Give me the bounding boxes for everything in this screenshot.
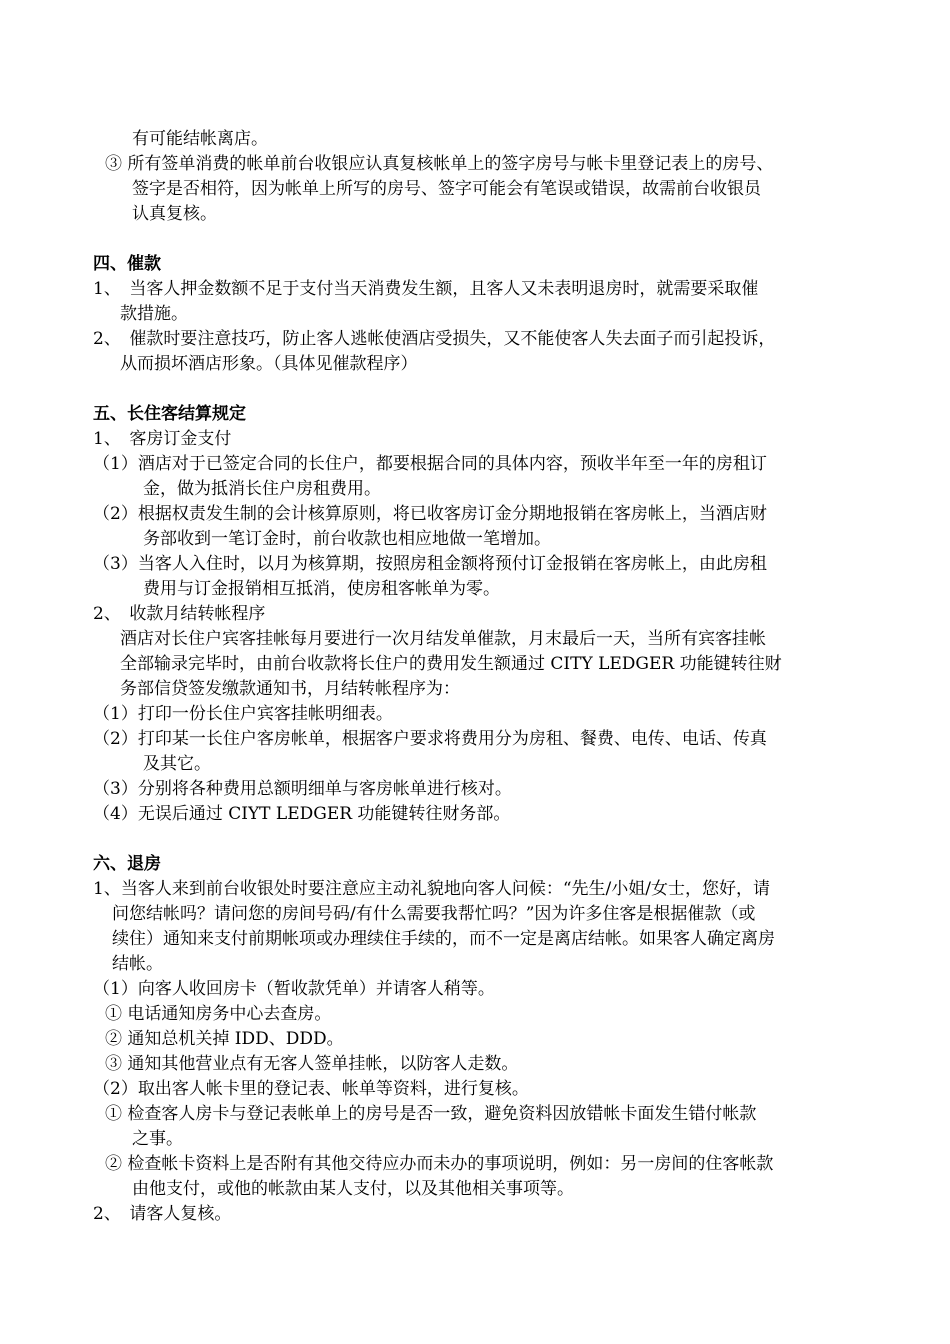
section-heading: 六、退房: [93, 854, 161, 874]
text-line: 务部信贷签发缴款通知书，月结转帐程序为：: [120, 679, 460, 699]
text-line: ① 检查客人房卡与登记表帐单上的房号是否一致，避免资料因放错帐卡面发生错付帐款: [105, 1104, 757, 1124]
text-line: （1）打印一份长住户宾客挂帐明细表。: [93, 704, 393, 724]
text-line: 2、 请客人复核。: [93, 1204, 232, 1224]
text-line: （2）打印某一长住户客房帐单，根据客户要求将费用分为房租、餐费、电传、电话、传真: [93, 729, 767, 749]
text-line: ① 电话通知房务中心去查房。: [105, 1004, 332, 1024]
text-line: 酒店对长住户宾客挂帐每月要进行一次月结发单催款，月末最后一天，当所有宾客挂帐: [120, 629, 766, 649]
text-line: 结帐。: [112, 954, 163, 974]
section-heading: 四、催款: [93, 254, 161, 274]
text-line: ③ 通知其他营业点有无客人签单挂帐，以防客人走数。: [105, 1054, 519, 1074]
text-line: （1）酒店对于已签定合同的长住户，都要根据合同的具体内容，预收半年至一年的房租订: [93, 454, 767, 474]
text-line: 续住）通知来支付前期帐项或办理续住手续的，而不一定是离店结帐。如果客人确定离房: [112, 929, 775, 949]
text-line: 务部收到一笔订金时，前台收款也相应地做一笔增加。: [143, 529, 551, 549]
text-line: 金，做为抵消长住户房租费用。: [143, 479, 381, 499]
text-line: 2、 收款月结转帐程序: [93, 604, 266, 624]
text-line: 费用与订金报销相互抵消，使房租客帐单为零。: [143, 579, 500, 599]
text-line: （3）当客人入住时，以月为核算期，按照房租金额将预付订金报销在客房帐上，由此房租: [93, 554, 767, 574]
text-line: 1、 当客人押金数额不足于支付当天消费发生额，且客人又未表明退房时，就需要采取催: [93, 279, 759, 299]
text-line: ③ 所有签单消费的帐单前台收银应认真复核帐单上的签字房号与帐卡里登记表上的房号、: [105, 154, 774, 174]
text-line: 全部输录完毕时，由前台收款将长住户的费用发生额通过 CITY LEDGER 功能键转往财: [120, 654, 782, 674]
text-line: 1、 客房订金支付: [93, 429, 232, 449]
text-line: ② 检查帐卡资料上是否附有其他交待应办而未办的事项说明，例如：另一房间的住客帐款: [105, 1154, 774, 1174]
text-line: 问您结帐吗？请问您的房间号码/有什么需要我帮忙吗？”因为许多住客是根据催款（或: [112, 904, 756, 924]
text-line: 由他支付，或他的帐款由某人支付，以及其他相关事项等。: [132, 1179, 574, 1199]
text-line: 2、 催款时要注意技巧，防止客人逃帐使酒店受损失，又不能使客人失去面子而引起投诉，: [93, 329, 776, 349]
text-line: （1）向客人收回房卡（暂收款凭单）并请客人稍等。: [93, 979, 495, 999]
text-line: 从而损坏酒店形象。（具体见催款程序）: [120, 354, 418, 374]
text-line: 款措施。: [120, 304, 188, 324]
text-line: （4）无误后通过 CIYT LEDGER 功能键转往财务部。: [93, 804, 511, 824]
section-heading: 五、长住客结算规定: [93, 404, 246, 424]
text-line: 认真复核。: [132, 204, 217, 224]
text-line: （2）根据权责发生制的会计核算原则，将已收客房订金分期地报销在客房帐上，当酒店财: [93, 504, 767, 524]
text-line: （2）取出客人帐卡里的登记表、帐单等资料，进行复核。: [93, 1079, 529, 1099]
text-line: 之事。: [132, 1129, 183, 1149]
text-line: 签字是否相符，因为帐单上所写的房号、签字可能会有笔误或错误，故需前台收银员: [132, 179, 761, 199]
text-line: （3）分别将各种费用总额明细单与客房帐单进行核对。: [93, 779, 512, 799]
text-line: 及其它。: [143, 754, 211, 774]
text-line: ② 通知总机关掉 IDD、DDD。: [105, 1029, 344, 1049]
text-line: 1、当客人来到前台收银处时要注意应主动礼貌地向客人问候：“先生/小姐/女士，您好，请: [93, 879, 770, 899]
text-line: 有可能结帐离店。: [132, 129, 268, 149]
